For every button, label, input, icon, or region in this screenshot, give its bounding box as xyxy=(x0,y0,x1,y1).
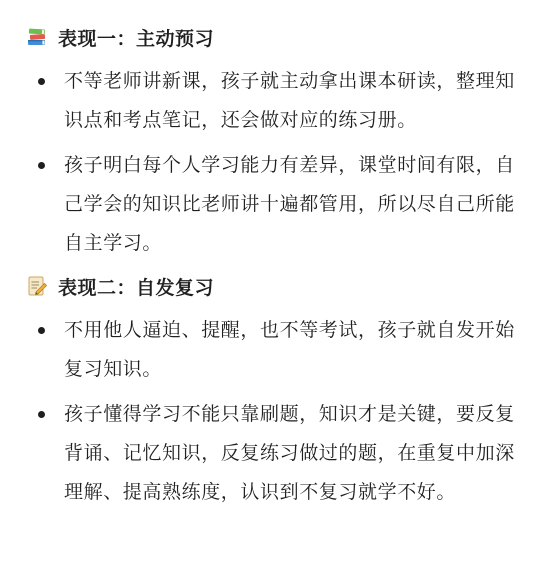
list-item-text: 孩子懂得学习不能只靠刷题，知识才是关键，要反复背诵、记忆知识，反复练习做过的题，在重复中加深理解、提高熟练度，认识到不复习就学不好。 xyxy=(64,403,515,503)
list-item xyxy=(26,395,518,512)
books-icon xyxy=(26,26,48,48)
memo-icon xyxy=(26,275,48,297)
bullet-list-2 xyxy=(26,311,518,512)
section-heading-1 xyxy=(26,20,518,54)
bullet-dot xyxy=(38,162,45,169)
list-item-text: 不用他人逼迫、提醒，也不等考试，孩子就自发开始复习知识。 xyxy=(64,319,515,380)
bullet-dot xyxy=(38,327,45,334)
bullet-dot xyxy=(38,411,45,418)
section-title-1: 表现一：主动预习 xyxy=(58,27,215,50)
list-item xyxy=(26,146,518,263)
list-item-text: 不等老师讲新课，孩子就主动拿出课本研读，整理知识点和考点笔记，还会做对应的练习册。 xyxy=(64,70,515,131)
section-title-2: 表现二：自发复习 xyxy=(58,276,215,299)
list-item xyxy=(26,62,518,140)
list-item-text: 孩子明白每个人学习能力有差异，课堂时间有限，自己学会的知识比老师讲十遍都管用，所以尽自己所能自主学习。 xyxy=(64,154,515,254)
bullet-list-1 xyxy=(26,62,518,263)
list-item xyxy=(26,311,518,389)
section-heading-2 xyxy=(26,269,518,303)
bullet-dot xyxy=(38,78,45,85)
